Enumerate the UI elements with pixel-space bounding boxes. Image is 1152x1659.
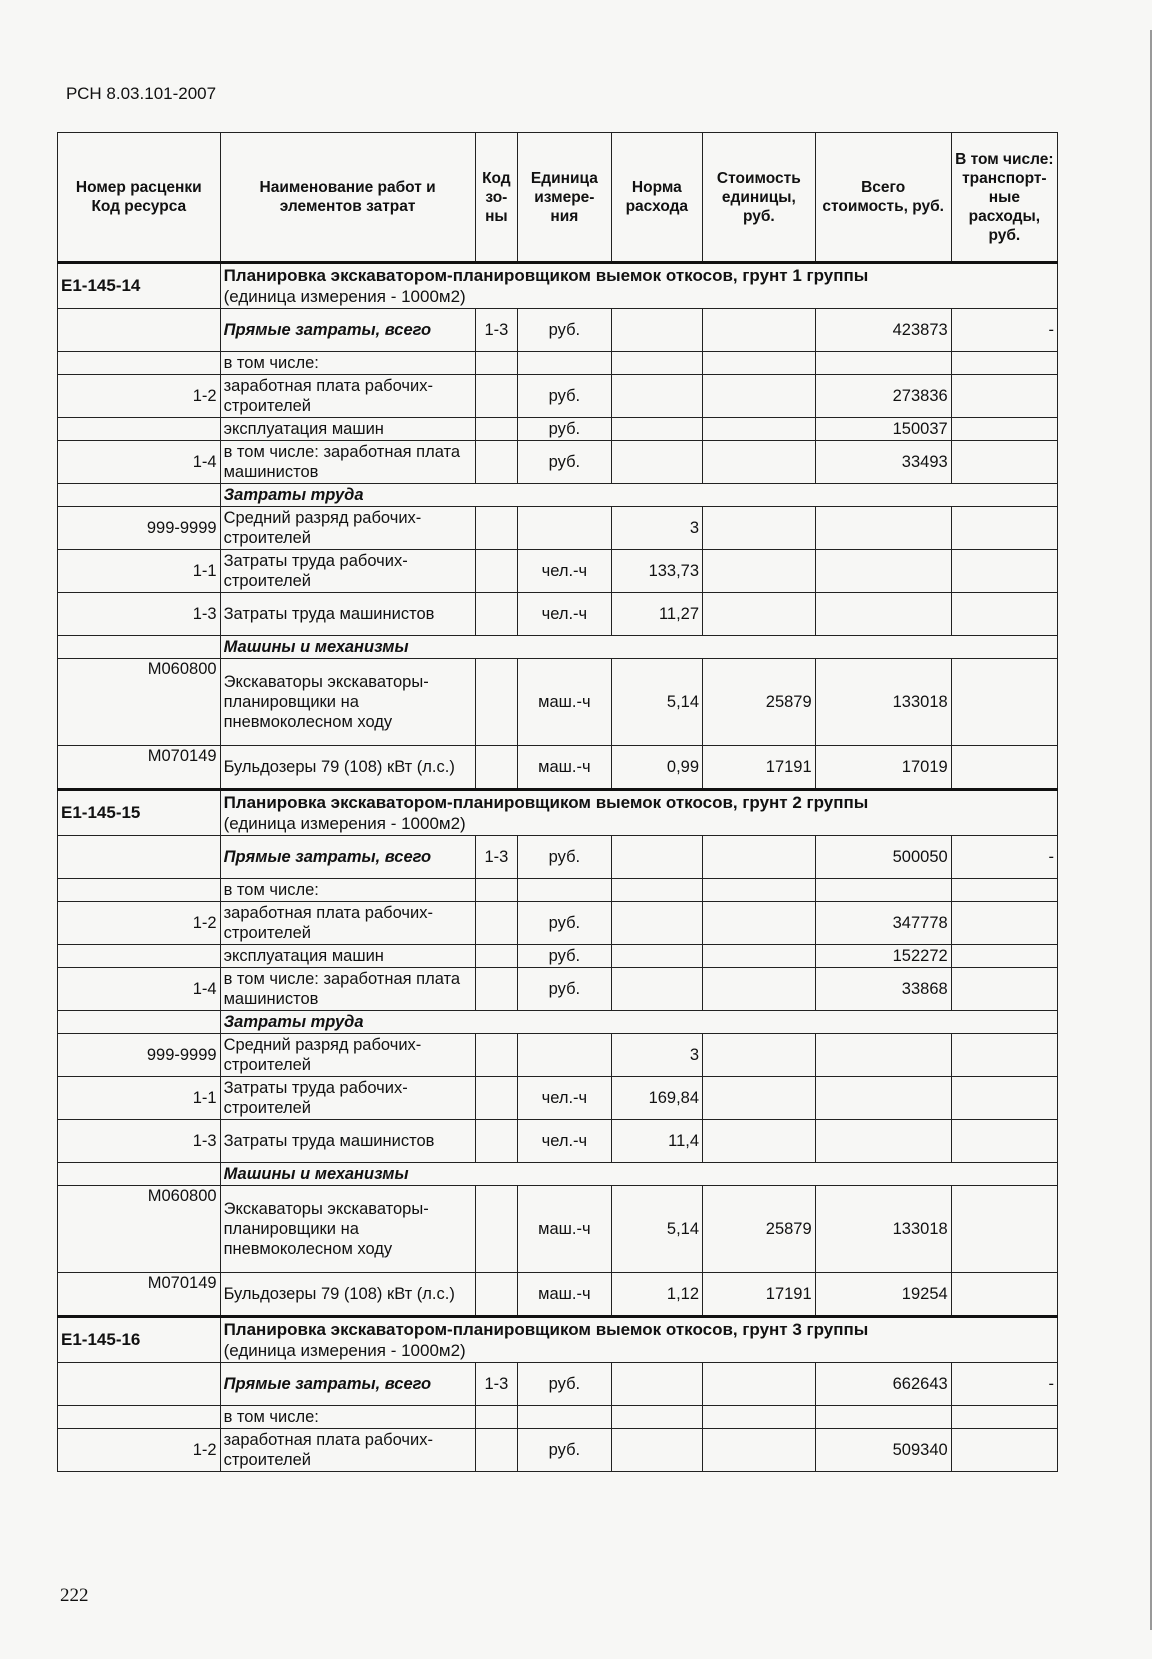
cell: [703, 1120, 816, 1163]
unit: маш.-ч: [518, 1273, 612, 1317]
resource-code: М070149: [58, 1273, 221, 1317]
resource-code: 1-4: [58, 441, 221, 484]
cell: [518, 507, 612, 550]
cell: [475, 659, 518, 746]
table-row: [58, 1034, 1058, 1077]
cell: [475, 879, 518, 902]
unit-cost: 25879: [703, 659, 816, 746]
cell: [475, 1273, 518, 1317]
total-cost: 33493: [815, 441, 951, 484]
cell: [703, 968, 816, 1011]
rate-unit-note: (единица измерения - 1000м2): [223, 814, 466, 833]
cell: [58, 1363, 221, 1406]
cell: [475, 968, 518, 1011]
resource-code: М060800: [58, 659, 221, 746]
column-header: В том числе: транспорт- ные расходы, руб.: [951, 133, 1057, 263]
cell: [611, 441, 702, 484]
table-row: [58, 1163, 1058, 1186]
cell: [951, 1186, 1057, 1273]
total-cost: 423873: [815, 309, 951, 352]
section-heading: Затраты труда: [220, 1011, 1057, 1034]
cell: [58, 945, 221, 968]
cell: [951, 1120, 1057, 1163]
cell: [475, 1077, 518, 1120]
including-label: в том числе:: [220, 1406, 475, 1429]
rate-code: Е1-145-15: [58, 790, 221, 836]
total-cost: 273836: [815, 375, 951, 418]
resource-code: 1-2: [58, 1429, 221, 1472]
unit: маш.-ч: [518, 1186, 612, 1273]
cell: [815, 879, 951, 902]
rate-code: Е1-145-14: [58, 263, 221, 309]
column-header: Номер расценки Код ресурса: [58, 133, 221, 263]
cell: [475, 902, 518, 945]
cell: [815, 1406, 951, 1429]
cell: [611, 945, 702, 968]
cell: [951, 507, 1057, 550]
transport-cost: -: [951, 1363, 1057, 1406]
cell: [951, 945, 1057, 968]
unit: чел.-ч: [518, 593, 612, 636]
total-cost: 17019: [815, 746, 951, 790]
cell: [951, 1406, 1057, 1429]
cell: [518, 879, 612, 902]
cell: [703, 836, 816, 879]
cell: [58, 1406, 221, 1429]
item-name: Средний разряд рабочих-строителей: [220, 507, 475, 550]
norm: 11,27: [611, 593, 702, 636]
cell: [611, 836, 702, 879]
table-row: [58, 879, 1058, 902]
cell: [815, 593, 951, 636]
item-name: Экскаваторы экскаваторы-планировщики на пневмоколесном ходу: [220, 1186, 475, 1273]
cell: [703, 593, 816, 636]
zone-code: 1-3: [475, 836, 518, 879]
table-row: [58, 1120, 1058, 1163]
cell: [703, 1077, 816, 1120]
cell: [951, 1077, 1057, 1120]
table-header-row: [58, 133, 1058, 263]
cell: [611, 1406, 702, 1429]
cell: [475, 418, 518, 441]
norm: 0,99: [611, 746, 702, 790]
total-cost: 500050: [815, 836, 951, 879]
cell: [815, 550, 951, 593]
resource-code: 999-9999: [58, 1034, 221, 1077]
table-row: [58, 375, 1058, 418]
cell: [611, 309, 702, 352]
cell: [518, 352, 612, 375]
item-name: Бульдозеры 79 (108) кВт (л.с.): [220, 746, 475, 790]
cell: [951, 968, 1057, 1011]
cell: [518, 1034, 612, 1077]
cell: [611, 1363, 702, 1406]
item-name: заработная плата рабочих-строителей: [220, 1429, 475, 1472]
cell: [703, 418, 816, 441]
including-label: в том числе:: [220, 352, 475, 375]
resource-code: 1-3: [58, 1120, 221, 1163]
cell: [815, 507, 951, 550]
section-heading: Машины и механизмы: [220, 636, 1057, 659]
table-row: [58, 836, 1058, 879]
cell: [58, 836, 221, 879]
cell: [703, 1406, 816, 1429]
resource-code: 1-3: [58, 593, 221, 636]
unit: чел.-ч: [518, 1077, 612, 1120]
cell: [611, 902, 702, 945]
unit: чел.-ч: [518, 1120, 612, 1163]
rate-title-text: Планировка экскаватором-планировщиком выемок откосов, грунт 2 группы: [223, 793, 869, 812]
total-cost: 509340: [815, 1429, 951, 1472]
cell: [815, 1077, 951, 1120]
table-row: [58, 968, 1058, 1011]
cell: [475, 1406, 518, 1429]
unit: руб.: [518, 309, 612, 352]
table-row: [58, 484, 1058, 507]
unit: маш.-ч: [518, 659, 612, 746]
unit: руб.: [518, 375, 612, 418]
rate-heading-row: [58, 263, 1058, 309]
resource-code: 999-9999: [58, 507, 221, 550]
direct-costs-label: Прямые затраты, всего: [220, 1363, 475, 1406]
cell: [475, 375, 518, 418]
item-name: заработная плата рабочих-строителей: [220, 375, 475, 418]
cell: [951, 550, 1057, 593]
cell: [951, 375, 1057, 418]
rate-unit-note: (единица измерения - 1000м2): [223, 1341, 466, 1360]
rate-title-text: Планировка экскаватором-планировщиком выемок откосов, грунт 3 группы: [223, 1320, 869, 1339]
norm: 133,73: [611, 550, 702, 593]
table-row: [58, 902, 1058, 945]
unit: руб.: [518, 1429, 612, 1472]
rate-heading-row: [58, 1317, 1058, 1363]
table-row: [58, 418, 1058, 441]
unit: чел.-ч: [518, 550, 612, 593]
cell: [951, 441, 1057, 484]
table-row: [58, 441, 1058, 484]
total-cost: 133018: [815, 659, 951, 746]
unit: маш.-ч: [518, 746, 612, 790]
total-cost: 347778: [815, 902, 951, 945]
column-header: Норма расхода: [611, 133, 702, 263]
total-cost: 133018: [815, 1186, 951, 1273]
cell: [475, 945, 518, 968]
resource-code: 1-2: [58, 902, 221, 945]
table-row: [58, 659, 1058, 746]
rate-code: Е1-145-16: [58, 1317, 221, 1363]
unit: руб.: [518, 441, 612, 484]
cell: [703, 879, 816, 902]
cell: [951, 879, 1057, 902]
unit: руб.: [518, 836, 612, 879]
cell: [703, 507, 816, 550]
rates-table: [57, 132, 1058, 1472]
cell: [58, 352, 221, 375]
table-row: [58, 945, 1058, 968]
unit: руб.: [518, 1363, 612, 1406]
direct-costs-label: Прямые затраты, всего: [220, 309, 475, 352]
cell: [951, 352, 1057, 375]
unit-cost: 17191: [703, 746, 816, 790]
cell: [58, 1011, 221, 1034]
cell: [703, 309, 816, 352]
item-name: Средний разряд рабочих-строителей: [220, 1034, 475, 1077]
total-cost: 662643: [815, 1363, 951, 1406]
resource-code: 1-4: [58, 968, 221, 1011]
cell: [951, 1034, 1057, 1077]
table-row: [58, 636, 1058, 659]
cell: [475, 1186, 518, 1273]
cell: [475, 746, 518, 790]
cell: [611, 1429, 702, 1472]
table-row: [58, 1429, 1058, 1472]
page-number: 222: [60, 1585, 89, 1606]
cell: [611, 968, 702, 1011]
item-name: в том числе: заработная плата машинистов: [220, 441, 475, 484]
table-row: [58, 1406, 1058, 1429]
table-row: [58, 550, 1058, 593]
cell: [703, 550, 816, 593]
total-cost: 152272: [815, 945, 951, 968]
item-name: эксплуатация машин: [220, 418, 475, 441]
section-heading: Затраты труда: [220, 484, 1057, 507]
table-row: [58, 1077, 1058, 1120]
norm: 169,84: [611, 1077, 702, 1120]
cell: [815, 352, 951, 375]
cell: [951, 1273, 1057, 1317]
cell: [951, 593, 1057, 636]
cell: [815, 1120, 951, 1163]
item-name: Затраты труда машинистов: [220, 1120, 475, 1163]
cell: [703, 441, 816, 484]
document-code: РСН 8.03.101-2007: [66, 84, 217, 103]
norm: 5,14: [611, 1186, 702, 1273]
rate-title-text: Планировка экскаватором-планировщиком выемок откосов, грунт 1 группы: [223, 266, 869, 285]
resource-code: М060800: [58, 1186, 221, 1273]
rate-title: [220, 790, 1057, 836]
unit-cost: 25879: [703, 1186, 816, 1273]
cell: [703, 1034, 816, 1077]
resource-code: 1-2: [58, 375, 221, 418]
section-heading: Машины и механизмы: [220, 1163, 1057, 1186]
cell: [951, 1429, 1057, 1472]
cell: [611, 375, 702, 418]
cell: [58, 309, 221, 352]
cell: [475, 507, 518, 550]
cell: [518, 1406, 612, 1429]
item-name: эксплуатация машин: [220, 945, 475, 968]
column-header: Код зо- ны: [475, 133, 518, 263]
table-row: [58, 1186, 1058, 1273]
cell: [951, 418, 1057, 441]
item-name: Затраты труда рабочих-строителей: [220, 1077, 475, 1120]
item-name: в том числе: заработная плата машинистов: [220, 968, 475, 1011]
total-cost: 150037: [815, 418, 951, 441]
item-name: Экскаваторы экскаваторы-планировщики на пневмоколесном ходу: [220, 659, 475, 746]
rate-title: [220, 263, 1057, 309]
transport-cost: -: [951, 309, 1057, 352]
item-name: Бульдозеры 79 (108) кВт (л.с.): [220, 1273, 475, 1317]
item-name: Затраты труда машинистов: [220, 593, 475, 636]
zone-code: 1-3: [475, 309, 518, 352]
norm: 3: [611, 507, 702, 550]
unit: руб.: [518, 968, 612, 1011]
cell: [703, 1363, 816, 1406]
cell: [475, 352, 518, 375]
cell: [951, 902, 1057, 945]
direct-costs-label: Прямые затраты, всего: [220, 836, 475, 879]
total-cost: 19254: [815, 1273, 951, 1317]
unit: руб.: [518, 945, 612, 968]
column-header: Единица измере- ния: [518, 133, 612, 263]
cell: [611, 418, 702, 441]
table-row: [58, 1363, 1058, 1406]
item-name: заработная плата рабочих-строителей: [220, 902, 475, 945]
cell: [58, 484, 221, 507]
resource-code: 1-1: [58, 550, 221, 593]
resource-code: М070149: [58, 746, 221, 790]
norm: 3: [611, 1034, 702, 1077]
cell: [951, 746, 1057, 790]
table-row: [58, 1011, 1058, 1034]
rate-heading-row: [58, 790, 1058, 836]
rate-unit-note: (единица измерения - 1000м2): [223, 287, 466, 306]
cell: [475, 441, 518, 484]
table-row: [58, 1273, 1058, 1317]
table-row: [58, 593, 1058, 636]
table-row: [58, 507, 1058, 550]
unit: руб.: [518, 418, 612, 441]
cell: [611, 879, 702, 902]
transport-cost: -: [951, 836, 1057, 879]
cell: [703, 902, 816, 945]
cell: [951, 659, 1057, 746]
zone-code: 1-3: [475, 1363, 518, 1406]
cell: [703, 375, 816, 418]
rate-title: [220, 1317, 1057, 1363]
including-label: в том числе:: [220, 879, 475, 902]
column-header: Стоимость единицы, руб.: [703, 133, 816, 263]
cell: [815, 1034, 951, 1077]
total-cost: 33868: [815, 968, 951, 1011]
item-name: Затраты труда рабочих-строителей: [220, 550, 475, 593]
cell: [58, 636, 221, 659]
cell: [58, 418, 221, 441]
cell: [475, 1120, 518, 1163]
table-row: [58, 309, 1058, 352]
cell: [703, 1429, 816, 1472]
cell: [611, 352, 702, 375]
column-header: Наименование работ и элементов затрат: [220, 133, 475, 263]
cell: [58, 1163, 221, 1186]
table-row: [58, 352, 1058, 375]
cell: [58, 879, 221, 902]
unit: руб.: [518, 902, 612, 945]
resource-code: 1-1: [58, 1077, 221, 1120]
cell: [703, 352, 816, 375]
norm: 1,12: [611, 1273, 702, 1317]
cell: [475, 1429, 518, 1472]
column-header: Всего стоимость, руб.: [815, 133, 951, 263]
cell: [475, 1034, 518, 1077]
norm: 11,4: [611, 1120, 702, 1163]
cell: [475, 593, 518, 636]
unit-cost: 17191: [703, 1273, 816, 1317]
norm: 5,14: [611, 659, 702, 746]
cell: [703, 945, 816, 968]
cell: [475, 550, 518, 593]
table-row: [58, 746, 1058, 790]
